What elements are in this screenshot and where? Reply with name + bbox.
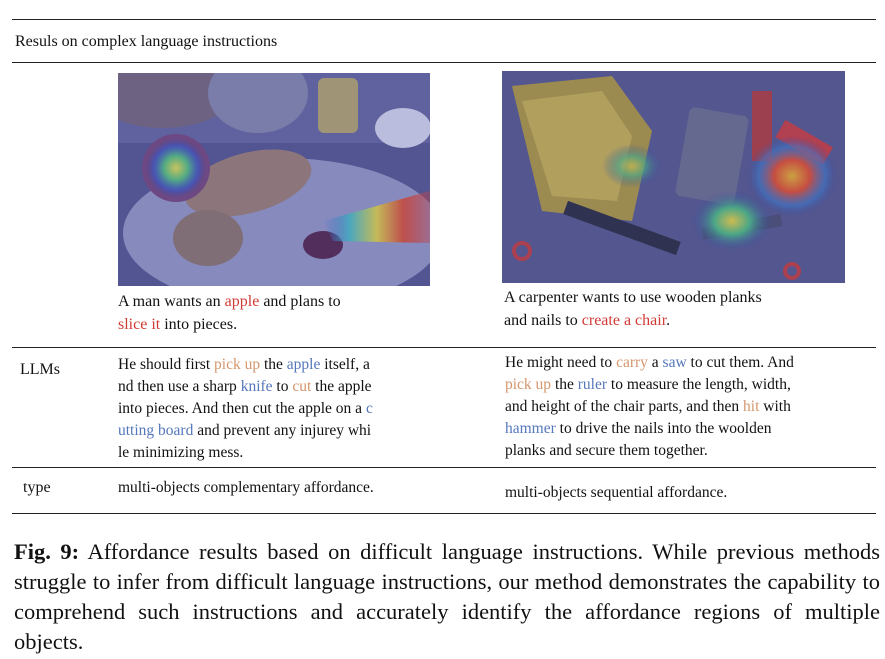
llm2-seg-text: with [759, 398, 791, 415]
caption-carpenter-text-3: . [666, 311, 671, 329]
row-label-llms: LLMs [20, 361, 60, 378]
table-header: Resuls on complex language instructions [15, 33, 278, 50]
llm2-seg-keyword: hit [743, 398, 760, 415]
llm2-seg-line [505, 396, 794, 418]
llm2-seg-text: a [647, 354, 663, 371]
caption-carpenter-action: create a chair [581, 311, 667, 329]
image-toolset [502, 71, 845, 283]
llm2-seg-text: planks and secure them together. [505, 442, 708, 459]
llm2-seg-line [505, 352, 794, 374]
llm1-seg-text: the apple [311, 378, 372, 395]
llm1-seg-text: nd then use a sharp [118, 378, 241, 395]
llm2-seg-line [505, 418, 794, 440]
llm1-seg-text: He should first [118, 356, 215, 373]
llm2-seg-keyword: carry [616, 354, 648, 371]
llm1-seg-keyword: c [365, 400, 373, 417]
header-bottom-rule [12, 62, 876, 63]
llm-text-col2 [505, 352, 794, 462]
images-bottom-rule [12, 347, 876, 348]
llms-bottom-rule [12, 467, 876, 468]
caption-apple-text-1: A man wants an [118, 293, 225, 310]
llm1-seg-keyword: pick up [214, 356, 261, 373]
llm2-seg-line [505, 374, 794, 396]
llm1-seg-keyword: cut [292, 378, 312, 395]
llm2-seg-keyword: hammer [505, 420, 556, 437]
llm1-seg-text: the [260, 356, 287, 373]
llm1-seg-line [118, 442, 373, 464]
llm2-seg-text: He might need to [505, 354, 617, 371]
llm1-seg-line [118, 398, 373, 420]
table-top-rule [12, 19, 876, 20]
llm1-seg-keyword: knife [240, 378, 273, 395]
type-col2: multi-objects sequential affordance. [505, 484, 728, 501]
table-bottom-rule [12, 513, 876, 514]
figure-caption [14, 537, 880, 657]
caption-apple [118, 291, 418, 336]
caption-carpenter-text-1: A carpenter wants to use wooden planks [504, 289, 762, 306]
llm2-seg-keyword: pick up [505, 376, 552, 393]
llm2-seg-line [505, 440, 794, 462]
image-apple-knife [118, 73, 430, 286]
llm1-seg-line [118, 354, 373, 376]
llm2-seg-text: to cut them. And [686, 354, 794, 371]
llm1-seg-line [118, 376, 373, 398]
llm2-seg-keyword: ruler [577, 376, 608, 393]
caption-apple-object: apple [224, 293, 260, 310]
llm1-seg-text: le minimizing mess. [118, 444, 244, 461]
llm2-seg-text: to drive the nails into the woolden [555, 420, 772, 437]
llm1-seg-text: itself, a [320, 356, 370, 373]
caption-apple-text-3: into pieces. [160, 315, 238, 333]
llm1-seg-text: and prevent any injurey whi [193, 422, 372, 439]
llm1-seg-keyword: apple [286, 356, 321, 373]
llm1-seg-keyword: utting board [118, 422, 194, 439]
figure-label: Fig. 9: [14, 539, 80, 564]
type-col1: multi-objects complementary affordance. [118, 479, 374, 496]
llm2-seg-text: and height of the chair parts, and then [505, 398, 744, 415]
llm2-seg-text: the [551, 376, 578, 393]
caption-apple-text-2: and plans to [259, 293, 341, 310]
figure-caption-text: Affordance results based on difficult language instructions. While previous methods struggle to infer from difficult language instructions, our method demonstrates the capability to comprehend such instructions and accurately identify the affordance regions of multiple objects. [14, 539, 880, 654]
llm-text-col1 [118, 354, 373, 464]
llm2-seg-keyword: saw [662, 354, 687, 371]
caption-carpenter-text-2: and nails to [504, 311, 582, 329]
caption-apple-action: slice it [118, 315, 161, 333]
llm1-seg-text: to [272, 378, 293, 395]
llm1-seg-text: into pieces. And then cut the apple on a [118, 400, 366, 417]
llm2-seg-text: to measure the length, width, [607, 376, 791, 393]
llm1-seg-line [118, 420, 373, 442]
caption-carpenter [504, 287, 844, 332]
row-label-type: type [23, 479, 51, 496]
